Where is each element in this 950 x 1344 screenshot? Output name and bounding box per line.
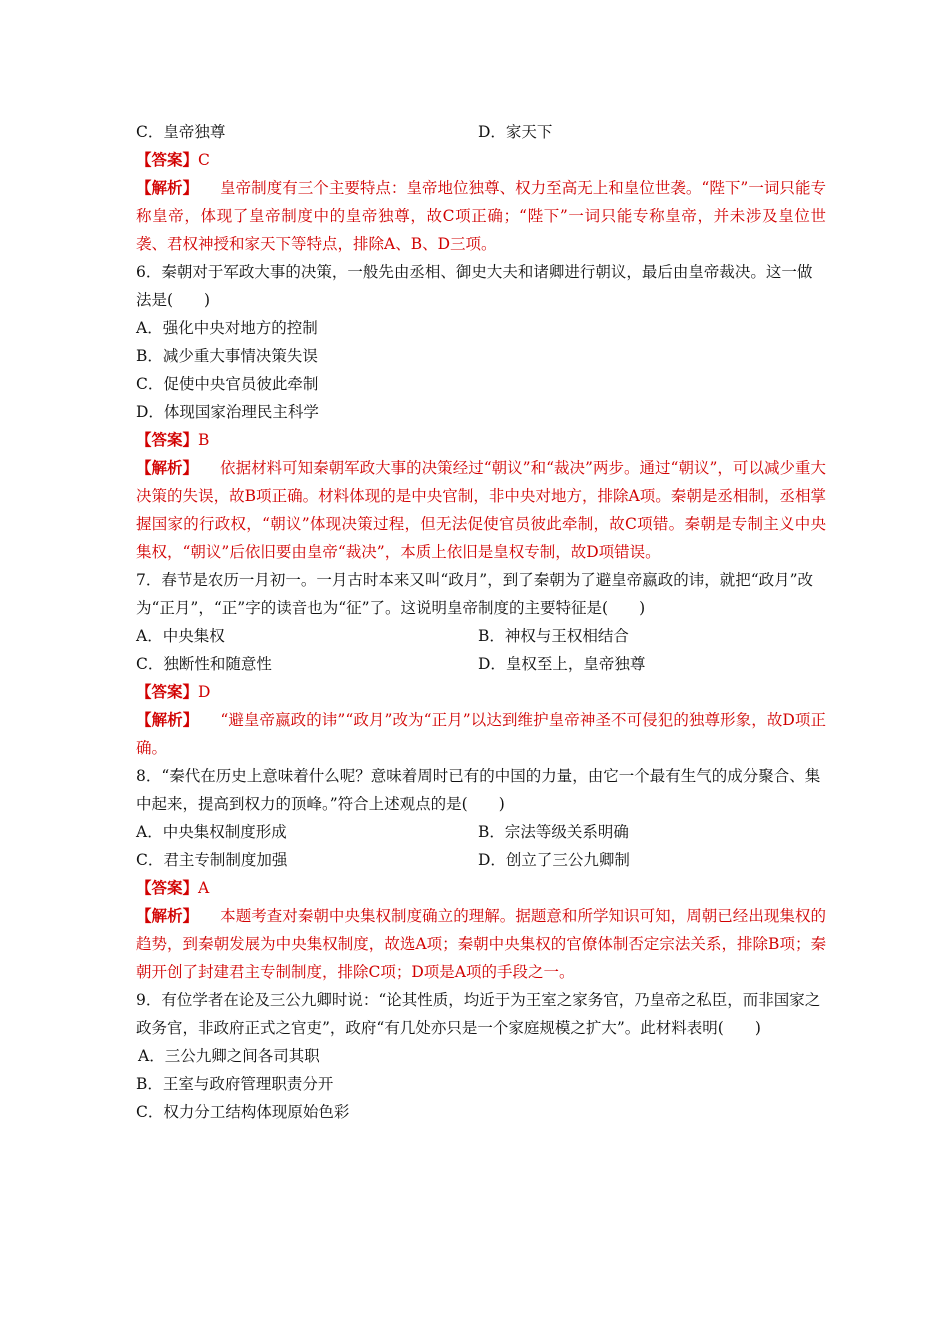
- q6-option-d: D．体现国家治理民主科学: [136, 403, 319, 421]
- q8-answer: [136, 874, 826, 902]
- answer-value: D: [198, 683, 211, 701]
- q7-option-b: B．神权与王权相结合: [478, 627, 629, 645]
- q7-stem: 7．春节是农历一月初一。一月古时本来又叫“政月”，到了秦朝为了避皇帝嬴政的讳，就把“政月”改为“正月”，“正”字的读音也为“征”了。这说明皇帝制度的主要特征是( ): [136, 571, 814, 617]
- explanation-text: “避皇帝嬴政的讳”“政月”改为“正月”以达到维护皇帝神圣不可侵犯的独尊形象，故D项正确。: [136, 711, 826, 757]
- q8-option-d: D．创立了三公九卿制: [478, 851, 630, 869]
- explanation-label: 【解析】: [136, 178, 199, 197]
- q7-option-c: C．独断性和随意性: [136, 655, 272, 673]
- q8-options-row-1: [136, 818, 826, 846]
- q7-explanation: [136, 706, 826, 762]
- q7-option-a: A．中央集权: [136, 627, 225, 645]
- explanation-text: 本题考查对秦朝中央集权制度确立的理解。据题意和所学知识可知，周朝已经出现集权的趋势，到秦朝发展为中央集权制度，故选A项；秦朝中央集权的官僚体制否定宗法关系，排除B项；秦朝开创了封建君主专制制度，排除C项；D项是A项的手段之一。: [136, 907, 826, 981]
- q6-option-c: C．促使中央官员彼此牵制: [136, 375, 319, 393]
- q8-options-row-2: [136, 846, 826, 874]
- document-page: [136, 118, 826, 1126]
- explanation-label: 【解析】: [136, 906, 199, 925]
- q9-option-c: C．权力分工结构体现原始色彩: [136, 1103, 350, 1121]
- explanation-text: 皇帝制度有三个主要特点：皇帝地位独尊、权力至高无上和皇位世袭。“陛下”一词只能专称皇帝，体现了皇帝制度中的皇帝独尊，故C项正确；“陛下”一词只能专称皇帝，并未涉及皇位世袭、君权神授和家天下等特点，排除A、B、D三项。: [136, 179, 826, 253]
- q5-answer: [136, 146, 826, 174]
- q9-option-a: A．三公九卿之间各司其职: [138, 1047, 320, 1065]
- answer-value: C: [198, 151, 210, 169]
- q8-option-a: A．中央集权制度形成: [136, 823, 287, 841]
- q6-stem: 6．秦朝对于军政大事的决策，一般先由丞相、御史大夫和诸卿进行朝议，最后由皇帝裁决。这一做法是( ): [136, 263, 813, 309]
- q9-stem: 9．有位学者在论及三公九卿时说：“论其性质，均近于为王室之家务官，乃皇帝之私臣，而非国家之政务官，非政府正式之官吏”，政府“有几处亦只是一个家庭规模之扩大”。此材料表明( ): [136, 991, 821, 1037]
- q5-option-c: C．皇帝独尊: [136, 123, 226, 141]
- q8-option-b: B．宗法等级关系明确: [478, 823, 629, 841]
- q8-option-c: C．君主专制制度加强: [136, 851, 288, 869]
- q5-options-row: [136, 118, 826, 146]
- answer-label: 【答案】: [136, 150, 199, 169]
- answer-label: 【答案】: [136, 430, 199, 449]
- answer-value: B: [198, 431, 210, 449]
- q5-option-d: D．家天下: [478, 123, 553, 141]
- q7-option-d: D．皇权至上，皇帝独尊: [478, 655, 646, 673]
- explanation-label: 【解析】: [136, 458, 199, 477]
- explanation-label: 【解析】: [136, 710, 199, 729]
- explanation-text: 依据材料可知秦朝军政大事的决策经过“朝议”和“裁决”两步。通过“朝议”，可以减少重大决策的失误，故B项正确。材料体现的是中央官制，非中央对地方，排除A项。秦朝是丞相制，丞相掌握国家的行政权，“朝议”体现决策过程，但无法促使官员彼此牵制，故C项错。秦朝是专制主义中央集权，“朝议”后依旧要由皇帝“裁决”，本质上依旧是皇权专制，故D项错误。: [136, 459, 826, 561]
- q7-options-row-1: [136, 622, 826, 650]
- q6-explanation: [136, 454, 826, 566]
- q7-options-row-2: [136, 650, 826, 678]
- q6-option-b: B．减少重大事情决策失误: [136, 347, 318, 365]
- q8-stem: 8．“秦代在历史上意味着什么呢？意味着周时已有的中国的力量，由它一个最有生气的成分聚合、集中起来，提高到权力的顶峰。”符合上述观点的是( ): [136, 767, 821, 813]
- q9-option-b: B．王室与政府管理职责分开: [136, 1075, 334, 1093]
- q5-explanation: [136, 174, 826, 258]
- answer-value: A: [198, 879, 210, 897]
- q6-option-a: A．强化中央对地方的控制: [136, 319, 318, 337]
- q6-answer: [136, 426, 826, 454]
- q7-answer: [136, 678, 826, 706]
- answer-label: 【答案】: [136, 878, 199, 897]
- q8-explanation: [136, 902, 826, 986]
- answer-label: 【答案】: [136, 682, 199, 701]
